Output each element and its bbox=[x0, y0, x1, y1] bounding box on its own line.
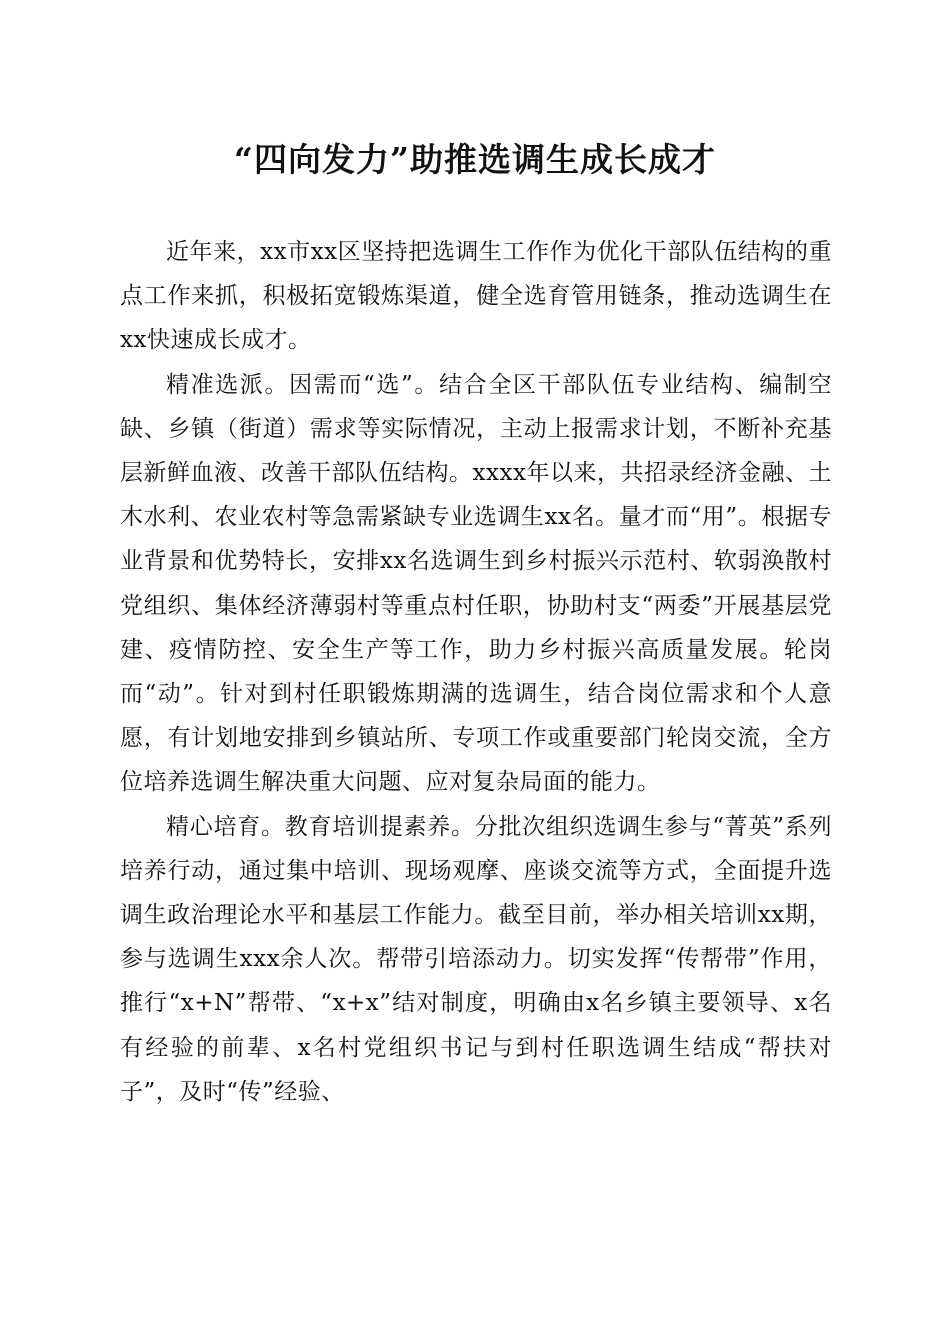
paragraph-selection: 精准选派。因需而“选”。结合全区干部队伍专业结构、编制空缺、乡镇（街道）需求等实际情况，主动上报需求计划，不断补充基层新鲜血液、改善干部队伍结构。xxxx年以来，共招录经济金融、土木水利、农业农村等急需紧缺专业选调生xx名。量才而“用”。根据专业背景和优势特长，安排xx名选调生到乡村振兴示范村、软弱涣散村党组织、集体经济薄弱村等重点村任职，协助村支“两委”开展基层党建、疫情防控、安全生产等工作，助力乡村振兴高质量发展。轮岗而“动”。针对到村任职锻炼期满的选调生，结合岗位需求和个人意愿，有计划地安排到乡镇站所、专项工作或重要部门轮岗交流，全方位培养选调生解决重大问题、应对复杂局面的能力。 bbox=[120, 371, 832, 796]
paragraph-training: 精心培育。教育培训提素养。分批次组织选调生参与“菁英”系列培养行动，通过集中培训、现场观摩、座谈交流等方式，全面提升选调生政治理论水平和基层工作能力。截至目前，举办相关培训xx期，参与选调生xxx余人次。帮带引培添动力。切实发挥“传帮带”作用，推行“x+N”帮带、“x+x”结对制度，明确由x名乡镇主要领导、x名有经验的前辈、x名村党组织书记与到村任职选调生结成“帮扶对子”，及时“传”经验、 bbox=[120, 813, 832, 1105]
document-title: “四向发力”助推选调生成长成才 bbox=[234, 140, 716, 179]
paragraph-intro: 近年来，xx市xx区坚持把选调生工作作为优化干部队伍结构的重点工作来抓，积极拓宽锻炼渠道，健全选育管用链条，推动选调生在xx快速成长成才。 bbox=[120, 239, 832, 354]
document-body bbox=[120, 230, 832, 1114]
